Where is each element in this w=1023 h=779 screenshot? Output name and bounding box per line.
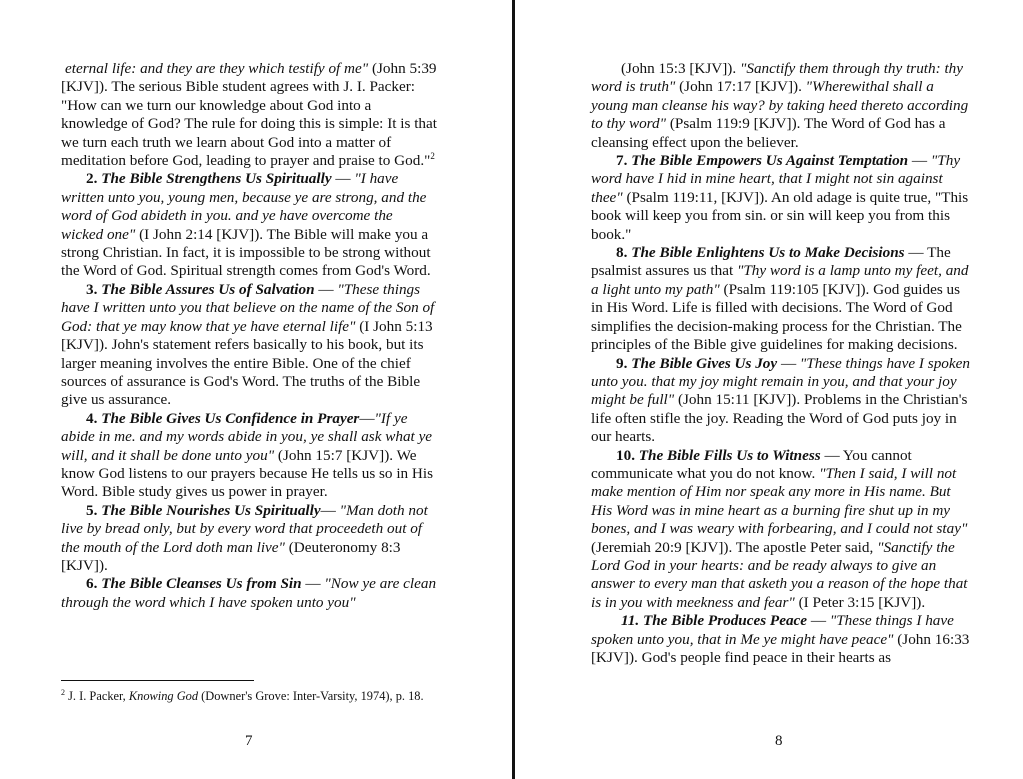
right-page-body (591, 60, 971, 667)
page-number: 8 (775, 733, 783, 749)
footnote-book-title: Knowing God (128, 689, 199, 703)
list-item-10: 10. The Bible Fills Us to Witness — You cannot communicate what you do not know. "Then I said, I will not make mention of Him nor speak any more in His name. But His Word was in mine heart as a burning fire shut up in my bones, and I was weary with forbearing, and I could not stay" (Jeremiah 20:9 [KJV]). The apostle Peter said, "Sanctify the Lord God in your hearts: and be ready always to give an answer to every man that asketh you a reason of the hope that is in you with meekness and fear" (I Peter 3:15 [KJV]). (591, 446, 968, 611)
list-item-heading: The Bible Empowers Us Against Temptation (631, 152, 909, 170)
footnote: $^2$ J. I. Packer, Knowing God (Downer's Grove: Inter-Varsity, 1974), p. 18. (61, 687, 424, 703)
footnote-divider (61, 680, 254, 681)
list-item-5: 5. The Bible Nourishes Us Spiritually— "Man doth not live by bread only, but by every word that proceedeth out of the mouth of the Lord doth man live" (Deuteronomy 8:3 [KJV]). (61, 501, 428, 574)
footnote-reference[interactable]: 2 (430, 150, 435, 161)
list-item-2: 2. The Bible Strengthens Us Spiritually — "I have written unto you, young men, because ye are strong, and the word of God abideth in you. and ye have overcome the wicked one" (I John 2:14 [KJV]). The Bible will make you a strong Christian. In fact, it is impossible to be strong without the Word of God. Spiritual strength comes from God's Word. (61, 170, 431, 280)
page-number: 7 (245, 733, 253, 749)
left-page-body (61, 60, 438, 612)
list-item-11: 11. The Bible Produces Peace — "These things I have spoken unto you, that in Me ye might have peace" (John 16:33 [KJV]). God's people find peace in their hearts as (591, 612, 970, 666)
list-item-8: 8. The Bible Enlightens Us to Make Decisions — The psalmist assures us that "Thy word is a lamp unto my feet, and a light unto my path" (Psalm 119:105 [KJV]). God guides us in His Word. Life is filled with decisions. The Word of God simplifies the decision-making process for the Christian. The principles of the Bible give guidelines for making decisions. (591, 244, 969, 354)
right-page (515, 0, 1023, 779)
list-item-heading: The Bible Fills Us to Witness (638, 446, 821, 464)
paragraph-continuation: (John 15:3 [KJV]). "Sanctify them through thy truth: thy word is truth" (John 17:17 [KJV]). "Wherewithal shall a young man cleanse his way? by taking heed thereto according to thy word" (Psalm 119:9 [KJV]). The Word of God has a cleansing effect upon the believer. (591, 60, 969, 151)
list-item-heading: The Bible Gives Us Joy (631, 354, 778, 372)
list-item-heading: The Bible Assures Us of Salvation (101, 280, 315, 298)
paragraph-continuation: eternal life: and they are they which testify of me" (John 5:39 [KJV]). The serious Bible student agrees with J. I. Packer: "How can we turn our knowledge about God into a knowledge of God? The rule for doing this is simple: It is that we turn each truth we learn about God into a matter of meditation before God, leading to prayer and praise to God."$^2$ (61, 60, 437, 170)
list-item-heading: The Bible Enlightens Us to Make Decisions (631, 244, 905, 262)
list-item-4: 4. The Bible Gives Us Confidence in Prayer—"If ye abide in me. and my words abide in you, ye shall ask what ye will, and it shall be done unto you" (John 15:7 [KJV]). We know God listens to our prayers because He tells us so in His Word. Bible study gives us power in prayer. (61, 409, 434, 501)
list-item-9: 9. The Bible Gives Us Joy — "These things have I spoken unto you. that my joy might remain in you, and that your joy might be full" (John 15:11 [KJV]). Problems in the Christian's life often stifle the joy. Reading the Word of God puts joy in our hearts. (591, 354, 970, 446)
list-item-heading: The Bible Cleanses Us from Sin (101, 575, 302, 593)
list-item-heading: The Bible Strengthens Us Spiritually (101, 170, 332, 188)
list-item-3: 3. The Bible Assures Us of Salvation — "These things have I written unto you that believe on the name of the Son of God: that ye may know that ye have eternal life" (I John 5:13 [KJV]). John's statement refers basically to his book, but its larger meaning involves the entire Bible. One of the chief sources of assurance is God's Word. The truths of the Bible give us assurance. (61, 280, 435, 409)
list-item-6: 6. The Bible Cleanses Us from Sin — "Now ye are clean through the word which I have spoken unto you" (61, 575, 437, 611)
list-item-7: 7. The Bible Empowers Us Against Temptation — "Thy word have I hid in mine heart, that I might not sin against thee" (Psalm 119:11, [KJV]). An old adage is quite true, "This book will keep you from sin. or sin will keep you from this book." (591, 152, 969, 243)
list-item-heading: The Bible Nourishes Us Spiritually (101, 501, 321, 519)
list-item-heading: The Bible Gives Us Confidence in Prayer (101, 409, 360, 427)
list-item-heading: The Bible Produces Peace (642, 612, 808, 630)
